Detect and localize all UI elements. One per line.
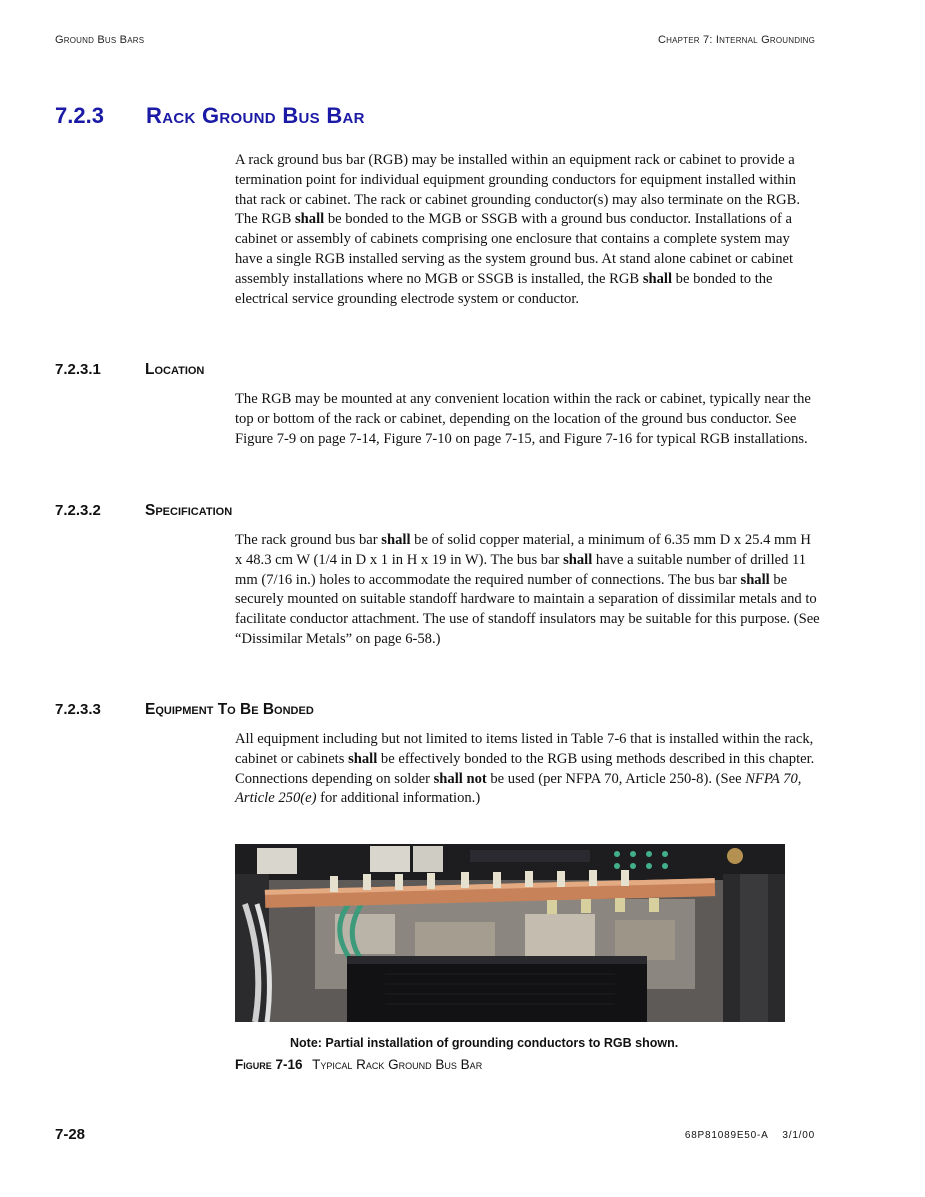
section-title: Rack Ground Bus Bar — [146, 103, 365, 128]
section-number: 7.2.3 — [55, 103, 104, 128]
rack-photo — [235, 844, 785, 1022]
section-heading — [55, 103, 365, 129]
document-id: 68P81089E50-A 3/1/00 — [684, 1130, 815, 1141]
equipment-paragraph: All equipment including but not limited to items listed in Table 7-6 that is installed within the rack, cabinet or cabinets shall be effectively bonded to the RGB using methods described in this chapter. Connections depending on solder shall not be used (per NFPA 70, Article 250-8). (See NFPA 70, Article 250(e) for additional information.) — [235, 731, 815, 807]
figure-title: Typical Rack Ground Bus Bar — [312, 1057, 483, 1072]
subsection-heading-location: 7.2.3.1 Location — [55, 361, 205, 378]
running-header-right: Chapter 7: Internal Grounding — [657, 34, 815, 46]
specification-paragraph: The rack ground bus bar shall be of solid copper material, a minimum of 6.35 mm D x 25.4 mm H x 48.3 cm W (1/4 in D x 1 in H x 19 in W). The bus bar shall have a suitable number of drilled 11 mm (7/16 in.) holes to accommodate the required number of connections. The bus bar shall be securely mounted on suitable standoff hardware to maintain a separation of dissimilar metals and to facilitate conductor attachment. The use of standoff insulators may be suitable for this purpose. (See “Dissimilar Metals” on page 6-58.) — [235, 532, 820, 647]
subsection-heading-specification: 7.2.3.2 Specification — [55, 502, 233, 519]
figure-note: Note: Partial installation of grounding conductors to RGB shown. — [290, 1036, 679, 1050]
intro-paragraph: A rack ground bus bar (RGB) may be installed within an equipment rack or cabinet to provide a termination point for individual equipment grounding conductors for equipment installed within that rack or cabinet. The rack or cabinet grounding conductor(s) may also terminate on the RGB. The RGB shall be bonded to the MGB or SSGB with a ground bus conductor. Installations of a cabinet or assembly of cabinets comprising one enclosure that contains a complete system may have a single RGB installed serving as the system ground bus. At stand alone cabinet or cabinet assembly installations where no MGB or SSGB is installed, the RGB shall be bonded to the electrical service grounding electrode system or conductor. — [235, 152, 801, 307]
running-header-left: Ground Bus Bars — [55, 34, 145, 46]
location-paragraph: The RGB may be mounted at any convenient location within the rack or cabinet, typically near the top or bottom of the rack or cabinet, depending on the location of the ground bus conductor. See Figure 7-9 on page 7-14, Figure 7-10 on page 7-15, and Figure 7-16 for typical RGB installations. — [235, 391, 811, 447]
figure-caption — [235, 1057, 482, 1072]
subsection-heading-equipment: 7.2.3.3 Equipment To Be Bonded — [55, 701, 314, 718]
rack-photo-illustration — [235, 844, 785, 1022]
page-number: 7-28 — [55, 1126, 86, 1143]
figure-label: Figure 7-16 — [235, 1057, 303, 1072]
